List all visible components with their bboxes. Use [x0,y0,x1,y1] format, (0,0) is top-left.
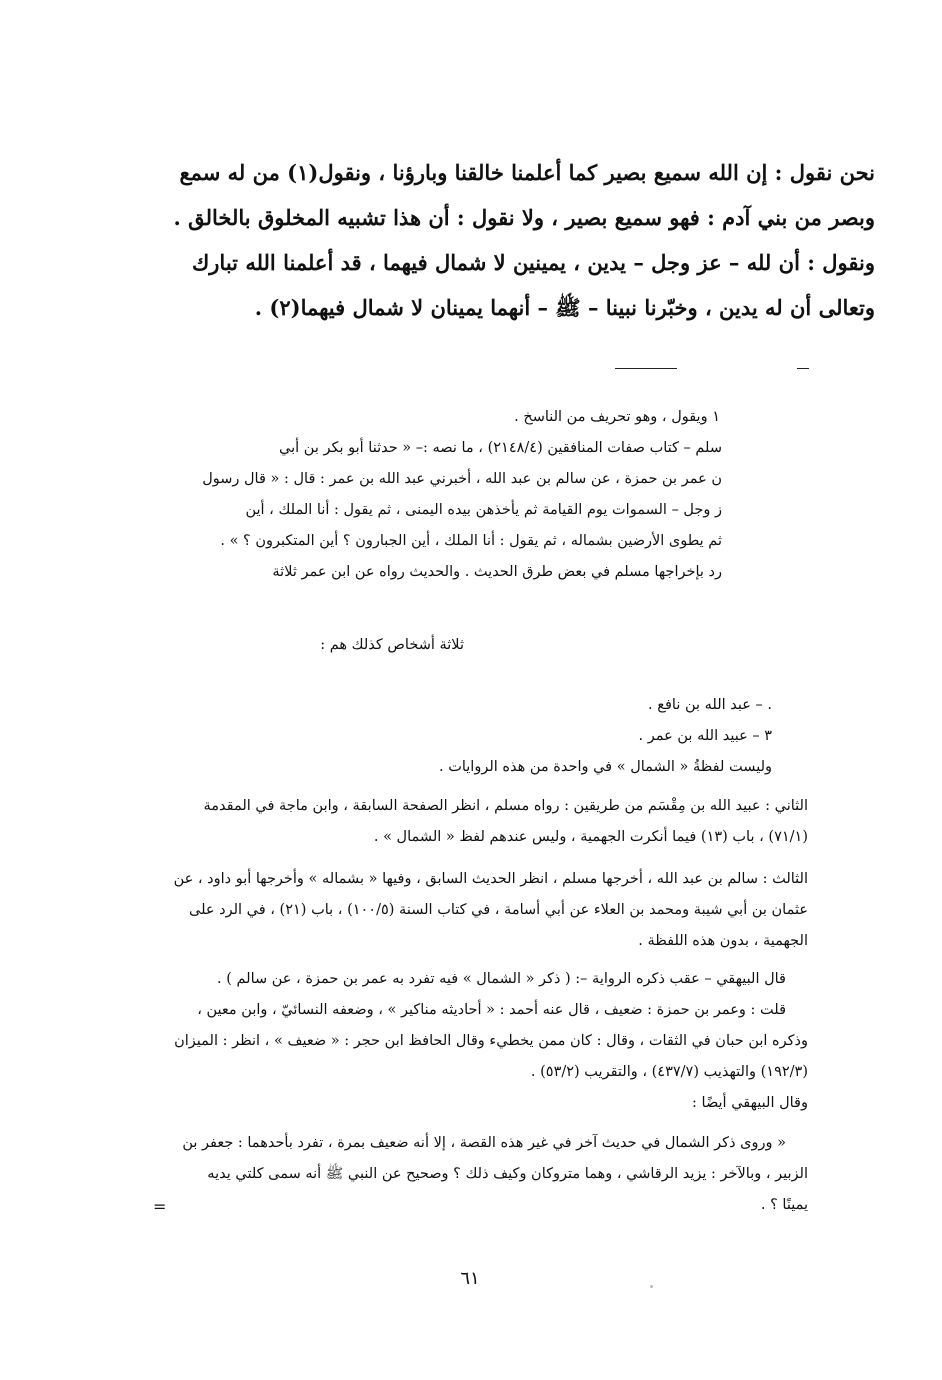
paragraph-line: يمينًا ؟ . [760,1197,808,1213]
footnote-separator [615,368,677,369]
footnote-continued [150,433,722,588]
footnote-line: رد بإخراجها مسلم في بعض طرق الحديث . والحديث رواه عن ابن عمر ثلاثة [272,564,722,580]
main-line: نحن نقول : إن الله سميع بصير كما أعلمنا خالقنا وبارؤنا ، ونقول(١) من له سمع [179,160,875,185]
footnote-line: سلم – كتاب صفات المنافقين (٢١٤٨/٤) ، ما نصه :– « حدثنا أبو بكر بن أبي [279,440,722,456]
paragraph-third [150,864,808,957]
paragraph-line: قلت : وعمر بن حمزة : ضعيف ، قال عنه أحمد : « أحاديثه مناكير » ، وضعفه النسائيّ ، وابن معين ، [197,1002,786,1018]
footnote-line: ن عمر بن حمزة ، عن سالم بن عبد الله ، أخبرني عبد الله بن عمر : قال : « قال رسول [202,471,722,487]
paragraph-line: الثالث : سالم بن عبد الله ، أخرجها مسلم ، انظر الحديث السابق ، وفيها « بشماله » وأخرجها أبو داود ، عن [173,871,808,887]
paragraph-line: « وروى ذكر الشمال في حديث آخر في غير هذه القصة ، إلا أنه ضعيف بمرة ، تفرد بأحدهما : جعفر بن [182,1135,786,1151]
paragraph-line: (٧١/١) ، باب (١٣) فيما أنكرت الجهمية ، وليس عندهم لفظ « الشمال » . [373,829,808,845]
footnote-line: ١ ويقول ، وهو تحريف من الناسخ . [514,409,720,425]
persons-list [372,690,772,783]
paragraph-fourth [150,964,808,1119]
paragraph-line: الثاني : عبيد الله بن مِقْسَم من طريقين : رواه مسلم ، انظر الصفحة السابقة ، وابن ماجة في المقدمة [203,798,808,814]
footnotes [150,402,720,433]
paragraph-line: الجهمية ، بدون هذه اللفظة . [638,933,808,949]
scan-speck [650,1285,653,1288]
paragraph-line: وذكره ابن حبان في الثقات ، وقال : كان ممن يخطيء وقال الحافظ ابن حجر : « ضعيف » ، انظر : الميزان [174,1033,808,1049]
paragraph-fifth [150,1128,808,1221]
main-line: وتعالى أن له يدين ، وخبّرنا نبينا – ﷺ – أنهما يمينان لا شمال فيهما(٢) . [254,295,875,320]
paragraph-line: عثمان بن أبي شيبة ومحمد بن العلاء عن أبي أسامة ، في كتاب السنة (١٠٠/٥) ، باب (٢١) ، في الرد على [188,902,808,918]
paragraph-second [150,791,808,853]
list-item: . – عبد الله بن نافع . [648,697,772,713]
main-line: ونقول : أن لله – عز وجل – يدين ، يمينين لا شمال فيهما ، قد أعلمنا الله تبارك [191,250,875,275]
footnote-line: ثم يطوى الأرضين بشماله ، ثم يقول : أنا الملك ، أين الجبارون ؟ أين المتكبرون ؟ » . [220,533,722,549]
paragraph-line: (١٩٢/٣) والتهذيب (٤٣٧/٧) ، والتقريب (٥٣/٢) . [530,1064,808,1080]
footnote-line: ز وجل – السموات يوم القيامة ثم يأخذهن بيده اليمنى ، ثم يقول : أنا الملك ، أين [245,502,722,518]
paragraph-line: قال البيهقي – عقب ذكره الرواية –: ( ذكر « الشمال » فيه تفرد به عمر بن حمزة ، عن سالم ) . [217,971,786,987]
persons-note: وليست لفظةُ « الشمال » في واحدة من هذه الروايات . [438,759,772,775]
main-text [140,150,875,330]
page-number: ٦١ [460,1268,480,1289]
separator-dash [797,368,809,369]
main-line: وبصر من بني آدم : فهو سميع بصير ، ولا نقول : أن هذا تشبيه المخلوق بالخالق . [173,205,875,230]
paragraph-line: الزبير ، وبالآخر : يزيد الرقاشي ، وهما متروكان وكيف ذلك ؟ وصحيح عن النبي ﷺ أنه سمى كلتي يديه [207,1166,808,1182]
continuation-mark: = [153,1197,167,1216]
paragraph-line: وقال البيهقي أيضًا : [692,1095,808,1111]
list-item: ٣ – عبيد الله بن عمر . [638,728,772,744]
persons-intro: ثلاثة أشخاص كذلك هم : [320,637,464,653]
